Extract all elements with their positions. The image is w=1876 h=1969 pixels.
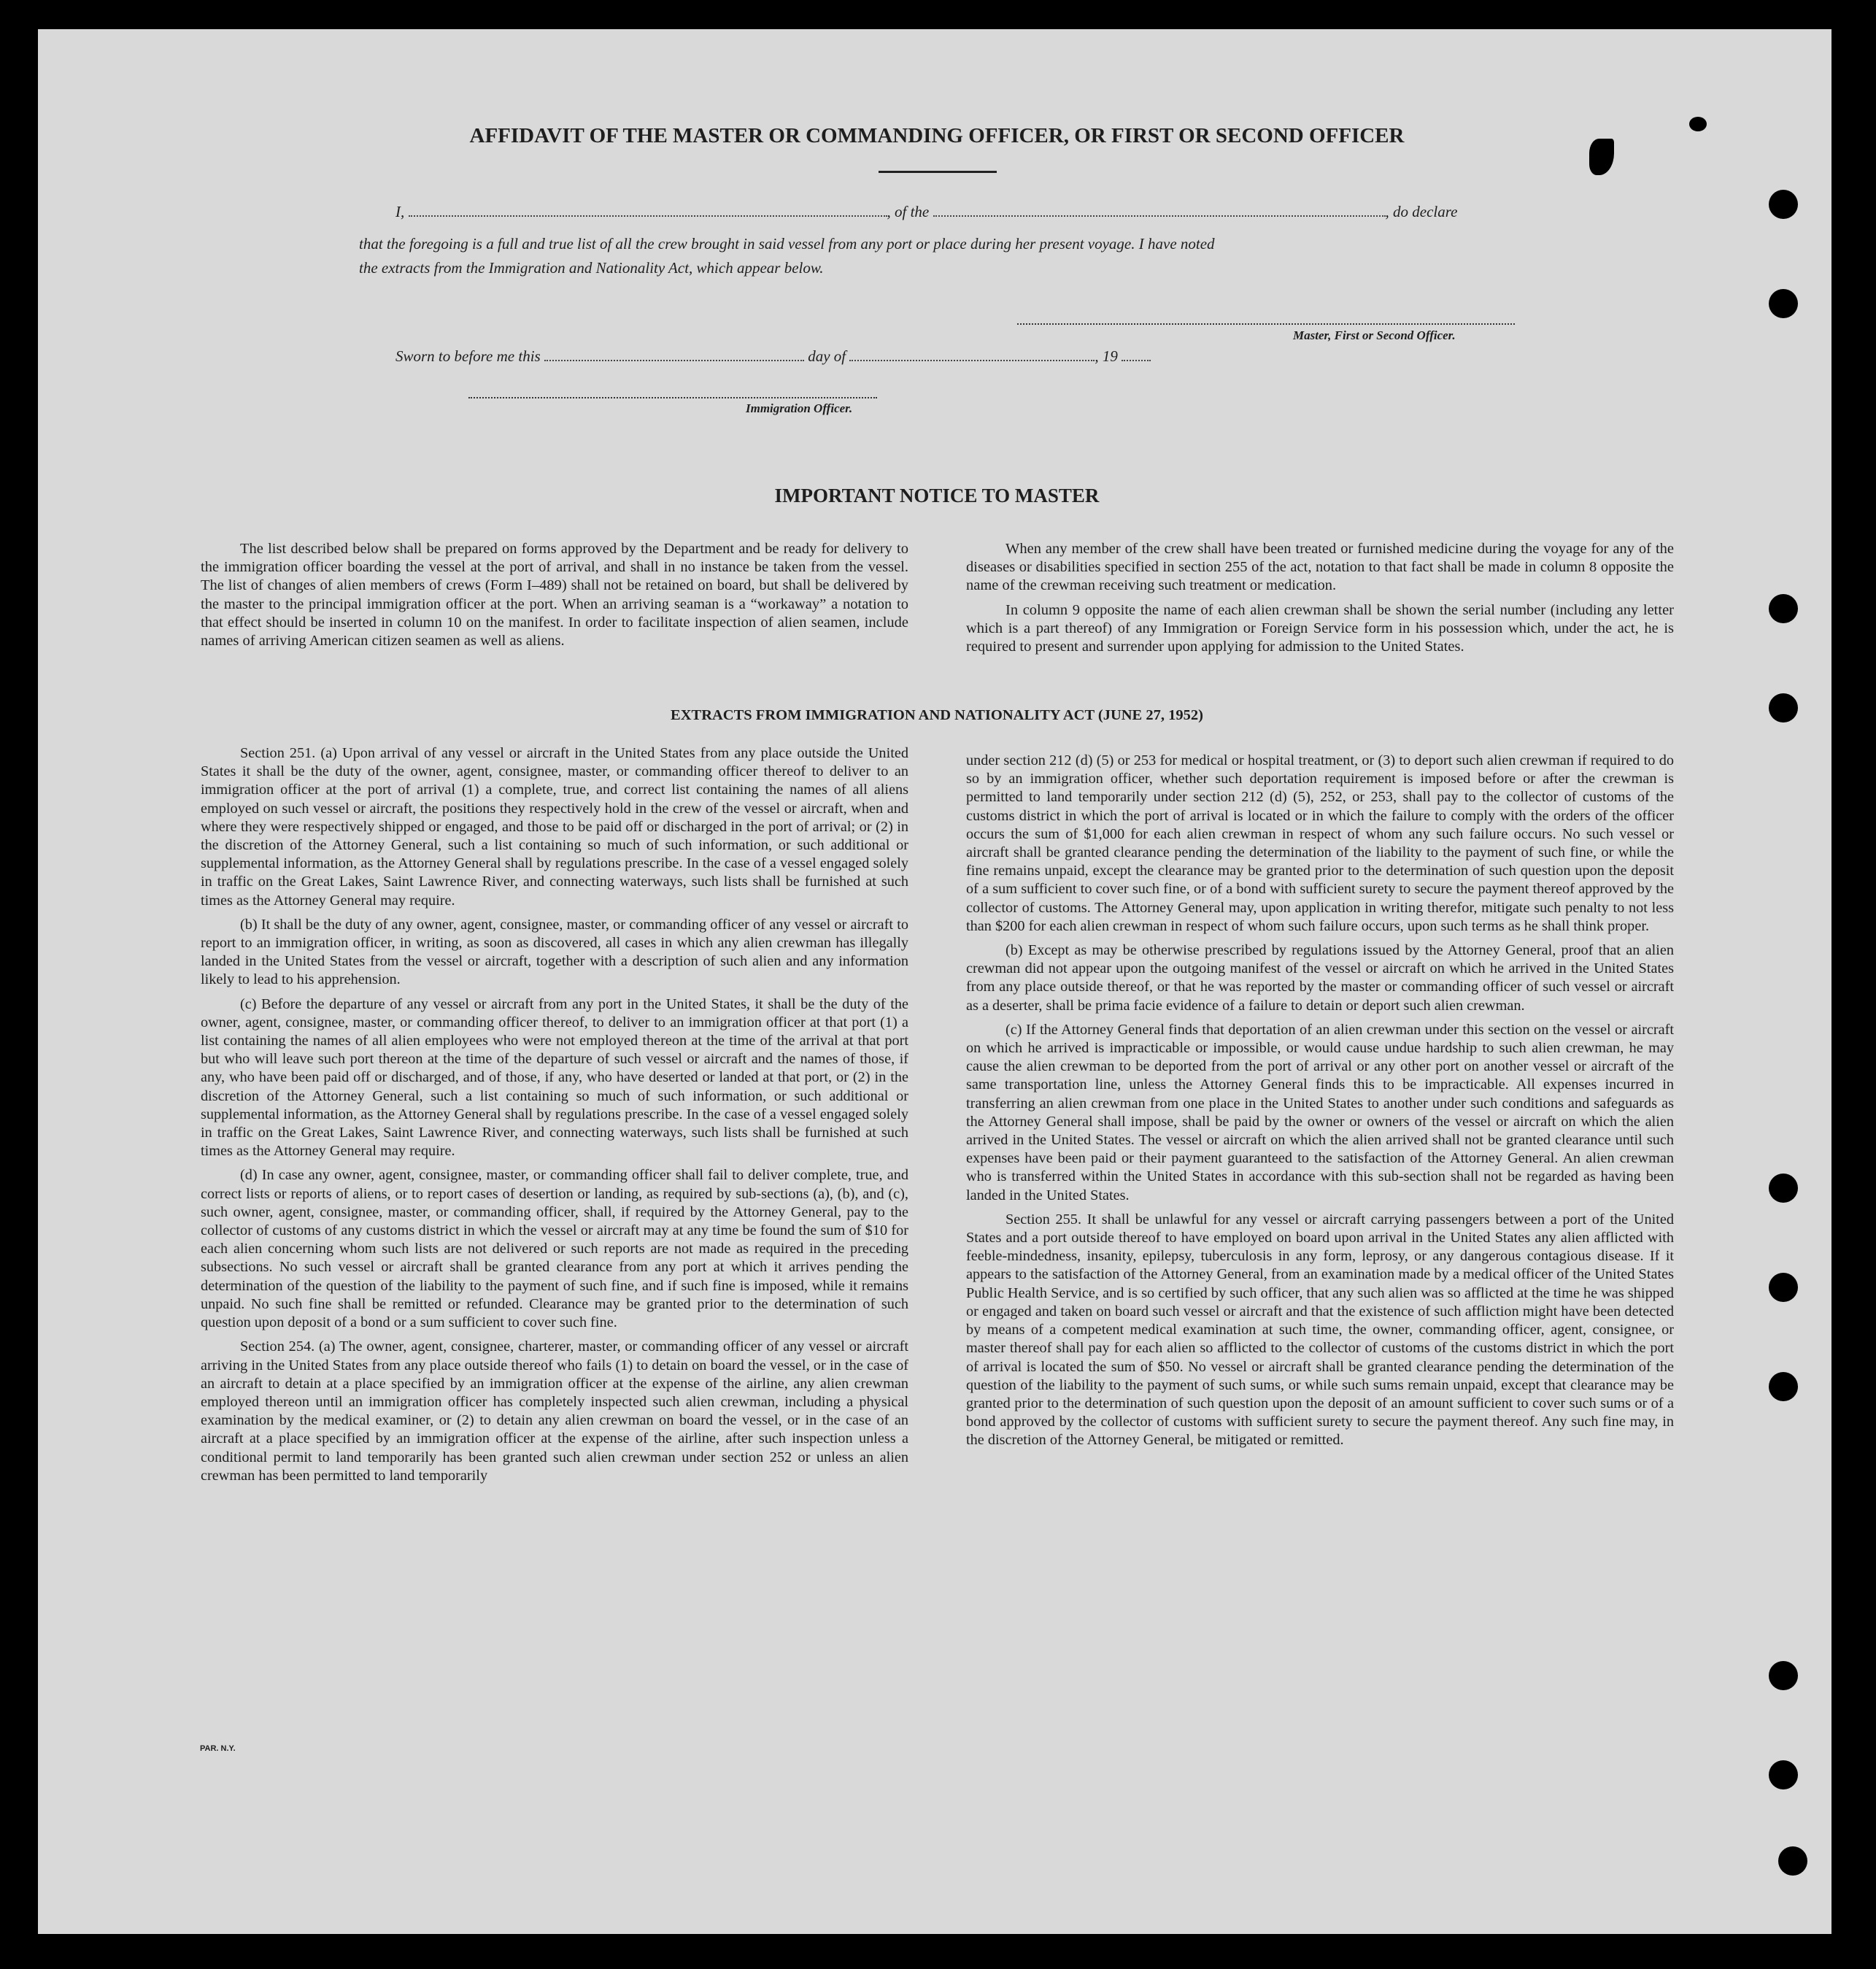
sworn-year-field[interactable] bbox=[1122, 357, 1151, 361]
affidavit-title: AFFIDAVIT OF THE MASTER OR COMMANDING OFFICER, OR FIRST OR SECOND OFFICER bbox=[469, 124, 1405, 147]
punch-hole bbox=[1769, 1760, 1798, 1789]
title-rule bbox=[879, 171, 997, 173]
extracts-title: EXTRACTS FROM IMMIGRATION AND NATIONALITY ACT (JUNE 27, 1952) bbox=[671, 707, 1203, 723]
section-255: Section 255. It shall be unlawful for any vessel or aircraft carrying passengers between a port of the United States and a port outside thereof to have employed on board upon arrival in the United States any alien afflicted with feeble-mindedness, insanity, epilepsy, tuberculosis in any form, leprosy, or any dangerous contagious disease. If it appears to the satisfaction of the Attorney General, from an examination made by a medical officer of the United States Public Health Service, and is so certified by such officer, that any such alien was so afflicted at the time he was shipped or engaged and taken on board such vessel or aircraft and that the existence of such affliction might have been detected by means of a competent medical examination at such time, the owner, commanding officer, agent, consignee, or master thereof shall pay for each alien so afflicted to the collector of customs of the customs district in which the port of arrival is located the sum of $50. No vessel or aircraft shall be granted clearance pending the determination of the question of the liability to the payment of such sums, or while such sums remain unpaid, except that clearance may be granted prior to the determination of such question upon the deposit of an amount sufficient to cover such sums or of a bond approved by the collector of customs with sufficient surety to secure the payment thereof. Any such fine may, in the discretion of the Attorney General, be mitigated or remitted. bbox=[966, 1211, 1674, 1449]
vessel-field[interactable] bbox=[933, 212, 1386, 217]
sworn-month-field[interactable] bbox=[849, 357, 1095, 361]
sworn-line bbox=[395, 347, 1151, 366]
punch-hole bbox=[1769, 1372, 1798, 1401]
section-251-c: (c) Before the departure of any vessel or aircraft from any port in the United States, it shall be the duty of the owner, agent, consignee, master, or commanding officer thereof, to deliver to an immigration officer at that port (1) a list containing the names of all alien employees who were not employed thereon at the time of the arrival at that port but who will leave such port thereon at the time of the departure of such vessel or aircraft and the names of those, if any, who have been paid off or discharged, and of those, if any, who have deserted or landed at that port, or (2) in the discretion of the Attorney General, such a list containing so much of such information, or such additional or supplemental information, as the Attorney General shall by regulations prescribe. In the case of a vessel engaged solely in traffic on the Great Lakes, Saint Lawrence River, and connecting waterways, such lists shall be furnished at such times as the Attorney General may require. bbox=[201, 995, 908, 1160]
document-page bbox=[38, 29, 1831, 1934]
section-254-b: (b) Except as may be otherwise prescribed by regulations issued by the Attorney General, proof that an alien crewman did not appear upon the outgoing manifest of the vessel or aircraft on which he arrived in the United States from any place outside thereof, or that he was reported by the master or commanding officer of such vessel or aircraft as a deserter, shall be prima facie evidence of a failure to detain or deport such alien crewman. bbox=[966, 942, 1674, 1014]
punch-hole bbox=[1769, 289, 1798, 318]
punch-hole bbox=[1769, 190, 1798, 219]
punch-hole bbox=[1769, 1661, 1798, 1690]
of-the-label: , of the bbox=[887, 203, 930, 220]
day-of-label: day of bbox=[808, 347, 846, 365]
year-label: , 19 bbox=[1095, 347, 1118, 365]
master-signature-label: Master, First or Second Officer. bbox=[1293, 328, 1456, 342]
notice-title: IMPORTANT NOTICE TO MASTER bbox=[774, 485, 1100, 506]
extracts-right-column bbox=[966, 752, 1674, 1456]
do-declare-label: , do declare bbox=[1385, 203, 1458, 220]
section-254-a-continued: under section 212 (d) (5) or 253 for medical or hospital treatment, or (3) to deport such alien crewman if required to do so by an immigration officer, whether such deportation requirement is imposed before or after the crewman is permitted to land temporarily under section 212 (d) (5), 252, or 253, shall pay to the collector of customs of the customs district in which the port of arrival is located or in which the failure to comply with the orders of the officer occurs the sum of $1,000 for each alien crewman in respect of whom any such failure occurs. No such vessel or aircraft shall be granted clearance pending the determination of the liability to the payment of such fine, or while the fine remains unpaid, except the clearance may be granted prior to the determination of such question upon the deposit of a sum sufficient to cover such fine, or of a bond with sufficient surety to secure the payment thereof approved by the collector of customs. The Attorney General may, upon application in writing therefor, mitigate such penalty to not less than $200 for each alien crewman in respect of whom such failure occurs, upon such terms as he shall think proper. bbox=[966, 752, 1674, 934]
extracts-left-column bbox=[201, 744, 908, 1491]
i-label: I, bbox=[395, 203, 405, 220]
notice-right-paragraph-1: When any member of the crew shall have been treated or furnished medicine during the voyage for any of the diseases or disabilities specified in section 255 of the act, notation to that fact shall be made in column 8 opposite the name of the crewman receiving such treatment or medication. bbox=[966, 541, 1674, 594]
affidavit-declare-line bbox=[395, 203, 1457, 221]
punch-hole bbox=[1769, 1273, 1798, 1302]
name-field[interactable] bbox=[409, 212, 887, 217]
officer-signature-label: Immigration Officer. bbox=[746, 401, 853, 415]
punch-hole bbox=[1769, 1174, 1798, 1203]
notice-left-column bbox=[201, 540, 908, 656]
notice-right-paragraph-2: In column 9 opposite the name of each alien crewman shall be shown the serial number (including any letter which is a part thereof) of any Immigration or Foreign Service form in his possession which, under the act, he is required to present and surrender upon applying for admission to the United States. bbox=[966, 601, 1674, 655]
punch-hole bbox=[1769, 594, 1798, 623]
affidavit-text-line-1: that the foregoing is a full and true list of all the crew brought in said vessel from any port or place during her present voyage. I have noted bbox=[359, 235, 1215, 253]
master-signature-line[interactable] bbox=[1017, 323, 1515, 325]
printer-mark: PAR. N.Y. bbox=[200, 1744, 236, 1753]
punch-hole bbox=[1778, 1846, 1807, 1876]
section-251-a: Section 251. (a) Upon arrival of any vessel or aircraft in the United States from any place outside the United States it shall be the duty of the owner, agent, consignee, master, or commanding officer thereof to deliver to an immigration officer at the port of arrival (1) a complete, true, and correct list containing the names of all aliens employed on such vessel or aircraft, the positions they respectively hold in the crew of the vessel or aircraft, when and where they were respectively shipped or engaged, and those to be paid off or discharged in the port of arrival; or (2) in the discretion of the Attorney General, such a list containing so much of such information, or such additional or supplemental information, as the Attorney General shall by regulations prescribe. In the case of a vessel engaged solely in traffic on the Great Lakes, Saint Lawrence River, and connecting waterways, such lists shall be furnished at such times as the Attorney General may require. bbox=[201, 745, 908, 909]
section-251-b: (b) It shall be the duty of any owner, agent, consignee, master, or commanding officer of any vessel or aircraft to report to an immigration officer, in writing, as soon as discovered, all cases in which any alien crewman has illegally landed in the United States from the vessel or aircraft, together with a description of such alien and any information likely to lead to his apprehension. bbox=[201, 916, 908, 988]
section-251-d: (d) In case any owner, agent, consignee, master, or commanding officer shall fail to deliver complete, true, and correct lists or reports of aliens, or to report cases of desertion or landing, as required by sub-sections (a), (b), and (c), such owner, agent, consignee, master, or commanding officer, shall, if required by the Attorney General, pay to the collector of customs of any customs district in which the vessel or aircraft may at any time be found the sum of $10 for each alien concerning whom such lists are not delivered or such reports are not made as required in the preceding subsections. No such vessel or aircraft shall be granted clearance from any port at which it arrives pending the determination of the question of the liability to the payment of such fine, and if such fine is imposed, while it remains unpaid. No such fine shall be remitted or refunded. Clearance may be granted prior to the determination of such question upon deposit of a bond or a sum sufficient to cover such fine. bbox=[201, 1167, 908, 1331]
notice-left-paragraph: The list described below shall be prepared on forms approved by the Department and be ready for delivery to the immigration officer boarding the vessel at the port of arrival, and shall in no instance be taken from the vessel. The list of changes of alien members of crews (Form I–489) shall not be retained on board, but shall be delivered by the master to the principal immigration officer at the port. When an arriving seaman is a “workaway” a notation to that effect should be inserted in column 10 on the manifest. In order to facilitate inspection of alien seamen, include names of arriving American citizen seamen as well as aliens. bbox=[201, 541, 908, 650]
officer-signature-line[interactable] bbox=[468, 397, 877, 398]
section-254-a: Section 254. (a) The owner, agent, consignee, charterer, master, or commanding officer of any vessel or aircraft arriving in the United States from any place outside thereof who fails (1) to detain on board the vessel, or in the case of an aircraft to detain at a place specified by an immigration officer at the expense of the airline, any alien crewman employed thereon until an immigration officer has completely inspected such alien crewman, including a physical examination by the medical examiner, or (2) to detain any alien crewman on board the vessel, or in the case of an aircraft at a place specified by an immigration officer at the expense of the airline, after such inspection unless a conditional permit to land temporarily has been granted such alien crewman under section 252 or unless an alien crewman has been permitted to land temporarily bbox=[201, 1338, 908, 1484]
affidavit-text-line-2: the extracts from the Immigration and Nationality Act, which appear below. bbox=[359, 259, 824, 277]
sworn-label: Sworn to before me this bbox=[395, 347, 541, 365]
notice-right-column bbox=[966, 540, 1674, 662]
sworn-day-field[interactable] bbox=[544, 357, 804, 361]
section-254-c: (c) If the Attorney General finds that deportation of an alien crewman under this section on the vessel or aircraft on which he arrived is impracticable or impossible, or would cause undue hardship to such alien crewman, he may cause the alien crewman to be deported from the port of arrival or any other port on another vessel or aircraft of the same transportation line, unless the Attorney General finds this to be impracticable. All expenses incurred in transferring an alien crewman from one place in the United States to another under such conditions and safeguards as the Attorney General shall impose, shall be paid by the owner or owners of the vessel or aircraft on which the alien arrived in the United States. The vessel or aircraft on which the alien arrived shall not be granted clearance until such expenses have been paid or their payment guaranteed to the satisfaction of the Attorney General. An alien crewman who is transferred within the United States in accordance with this sub-section shall not be regarded as having been landed in the United States. bbox=[966, 1021, 1674, 1203]
